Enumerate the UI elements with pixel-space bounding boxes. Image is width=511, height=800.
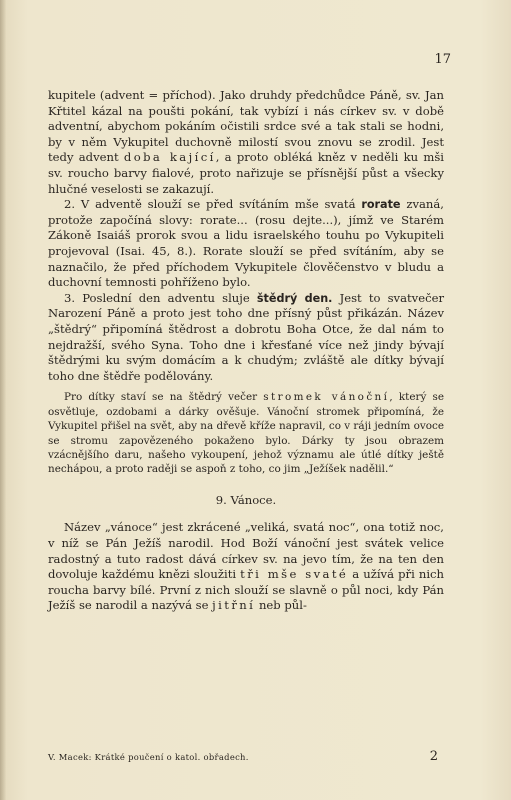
- text-run: neb půl-: [255, 598, 307, 613]
- footer-citation: V. Macek: Krátké poučení o katol. obřadech.: [48, 752, 249, 762]
- spaced-phrase: doba kající: [123, 150, 216, 165]
- text-run: , který se osvětluje, ozdobami a dárky ověšuje. Vánoční stromek připomíná, že Vykupitel přišel na svět, aby na dřevě kříže napravil, co v ráji jedním ovoce se stromu zapovězeného pokaženo bylo. Dárky ty jsou obrazem vzácnějšího daru, našeho vykoupení, jehož významu ale útlé dítky ještě nechápou, a proto raději se aspoň z toho, co jim „Ježíšek nadělil.“: [48, 391, 444, 476]
- text-run: , a proto obléká kněz v neděli ku mši sv. roucho barvy fialové, proto nařizuje se přísnější půst a všecky hlučné veselosti se zakazují.: [48, 150, 445, 196]
- page-body: [48, 88, 444, 614]
- paragraph-christmas-tree: [48, 390, 444, 476]
- text-run: Jest to svatvečer Narození Páně a proto jest toho dne přísný půst přikázán. Název „štědrý“ připomíná štědrost a dobrotu Boha Otce, že dal nám to nejdražší, svého Syna. Toho dne i křesťané více než jindy bývají štědrými ku svým domácím a k chudým; zvláště ale dítky bývají toho dne štědře podělovány.: [48, 290, 444, 383]
- text-run: Pro dítky staví se na štědrý večer: [64, 391, 264, 404]
- bold-term-stedry-den: štědrý den.: [256, 291, 333, 305]
- spaced-phrase: jitřní: [212, 598, 256, 613]
- paragraph-stedry-den: [48, 291, 444, 385]
- text-run: Název „vánoce“ jest zkrácené „veliká, svatá noc“, ona totiž noc, v níž se Pán Ježíš narodil. Hod Boží vánoční jest svátek velice radostný a tuto radost dává církev sv. na jevo tím, že na ten den dovoluje každému knězi sloužiti: [48, 520, 444, 582]
- paragraph-vanoce: [48, 520, 444, 614]
- paragraph-rorate: [48, 197, 444, 291]
- paragraph-advent-intro: [48, 88, 444, 197]
- page-footer: [48, 749, 444, 764]
- text-run: zvaná, protože započíná slovy: rorate... (rosu dejte...), jímž ve Starém Zákoně Isaiáš prorok svou a lidu israelského touhu po Vykupiteli projevoval (Isai. 45, 8.). Rorate slouží se před svítáním, aby se naznačilo, že před příchodem Vykupitele člověčenstvo v bludu a duchovní temnosti pohříženo bylo.: [48, 197, 444, 290]
- text-run: 3. Poslední den adventu sluje: [64, 290, 257, 305]
- text-run: kupitele (advent = příchod). Jako druhdy předchůdce Páně, sv. Jan Křtitel kázal na poušti pokání, tak vybízí i nás církev sv. v době adventní, abychom pokáním očistili srdce své a tak stali se hodni, by v něm Vykupitel duchovně milostí svou znovu se zrodil. Jest tedy advent: [48, 88, 444, 165]
- spaced-phrase: stromek vánoční: [263, 391, 390, 404]
- section-heading: 9. Vánoce.: [215, 492, 277, 507]
- bold-term-rorate: rorate: [361, 198, 401, 212]
- page-number: 17: [434, 52, 451, 67]
- text-run: a užívá při nich roucha barvy bílé. První z nich slouží se slavně o půl noci, kdy Pán Ježíš se narodil a nazývá se: [48, 567, 444, 613]
- page-spine-shadow: [0, 0, 6, 800]
- signature-mark: 2: [429, 749, 438, 764]
- text-run: 2. V adventě slouží se před svítáním mše svatá: [64, 197, 362, 212]
- spaced-phrase: tři mše svaté: [240, 567, 349, 582]
